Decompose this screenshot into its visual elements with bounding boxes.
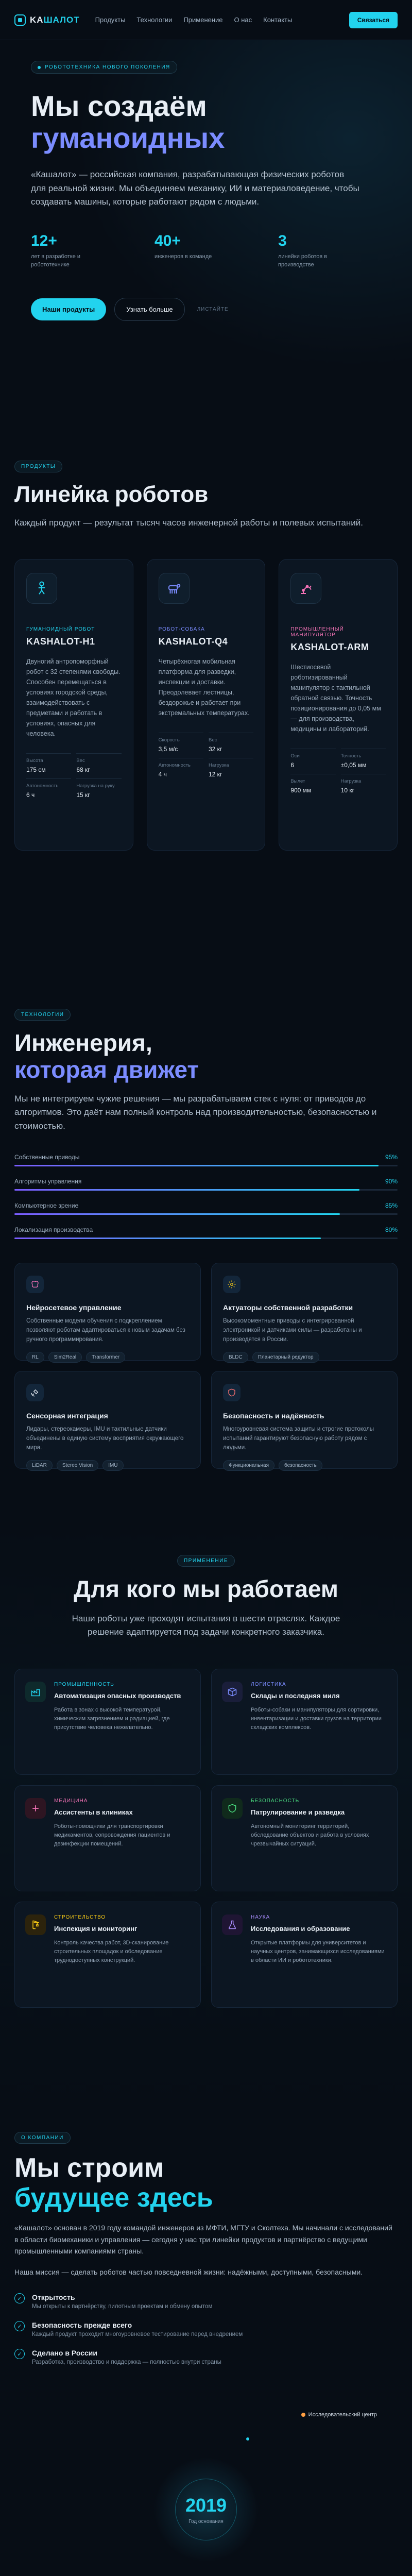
products-button[interactable]: Наши продукты bbox=[31, 298, 106, 320]
bar-fill bbox=[14, 1213, 340, 1215]
founding-year-badge: 2019 Год основания bbox=[154, 2458, 258, 2561]
tech-chip: Функциональная bbox=[223, 1460, 274, 1471]
industry-card: БЕЗОПАСНОСТЬ Патрулирование и разведка Автономный мониторинг территорий, обследование объектов и работа в условиях чрезвычайных ситуаций. bbox=[211, 1785, 398, 1891]
nav-item-products[interactable]: Продукты bbox=[95, 16, 126, 24]
nav-item-technology[interactable]: Технологии bbox=[136, 16, 173, 24]
industry-card: НАУКА Исследования и образование Открытые платформы для университетов и научных центров, занимающихся исследованиями в области ИИ и робототехники. bbox=[211, 1902, 398, 2008]
spec-grid: Высота 175 см Вес 68 кг Автономность 6 ч Нагрузка на руку 15 кг bbox=[26, 753, 122, 799]
logo[interactable] bbox=[14, 14, 80, 26]
flask-icon bbox=[222, 1914, 243, 1935]
brain-icon bbox=[26, 1276, 44, 1293]
logo-mark-icon bbox=[14, 14, 26, 26]
tech-chip: Sim2Real bbox=[48, 1352, 82, 1363]
factory-icon bbox=[25, 1682, 46, 1702]
capability-bar: Компьютерное зрение 85% bbox=[14, 1202, 398, 1215]
industry-card: СТРОИТЕЛЬСТВО Инспекция и мониторинг Контроль качества работ, 3D-сканирование строительных площадок и обследование труднодоступных конструкций. bbox=[14, 1902, 201, 2008]
feature-grid bbox=[14, 1263, 398, 1469]
crane-icon bbox=[25, 1914, 46, 1935]
tech-chip: безопасность bbox=[279, 1460, 322, 1471]
about-paragraph: «Кашалот» основан в 2019 году командой инженеров из МФТИ, МГТУ и Сколтеха. Мы начинали с исследований в области биомеханики и управления — сегодня у нас три линейки продуктов и партнёрство с ведущими промышленными компаниями страны. bbox=[14, 2224, 392, 2256]
section-title: Мы строим будущее здесь bbox=[14, 2153, 213, 2213]
pulse-dot-icon bbox=[38, 66, 41, 69]
hero-section bbox=[0, 40, 412, 432]
industry-card: МЕДИЦИНА Ассистенты в клиниках Роботы-помощники для транспортировки медикаментов, сопровождения пациентов и дезинфекции помещений. bbox=[14, 1785, 201, 1891]
section-title: Для кого мы работаем bbox=[74, 1575, 338, 1602]
tech-chip: Планетарный редуктор bbox=[252, 1352, 319, 1363]
logo-text: KAШАЛОТ bbox=[30, 14, 80, 25]
value-item: ✓ Безопасность прежде всего Каждый продукт проходит многоуровневое тестирование перед внедрением bbox=[14, 2321, 398, 2337]
value-item: ✓ Открытость Мы открыты к партнёрству, пилотным проектам и обмену опытом bbox=[14, 2293, 398, 2310]
feature-card: Нейросетевое управление Собственные модели обучения с подкреплением позволяют роботам адаптироваться к новым задачам без ручного программирования. RL Sim2Real Transformer bbox=[14, 1263, 201, 1361]
map-label-research: Исследовательский центр bbox=[301, 2412, 377, 2418]
hero-stats bbox=[31, 232, 381, 269]
check-icon: ✓ bbox=[14, 2321, 25, 2331]
tech-chip: LiDAR bbox=[26, 1460, 53, 1471]
technology-section bbox=[0, 983, 412, 1524]
product-card-q4[interactable]: РОБОТ-СОБАКА KASHALOT-Q4 Четырёхногая мобильная платформа для разведки, инспекции и доставки. Преодолевает лестницы, бездорожье и работает при экстремальных температурах. Скорость 3,5 м/с Вес 32 кг Автономность 4 ч Нагрузка 12 кг bbox=[147, 559, 266, 851]
feature-card: Актуаторы собственной разработки Высокомоментные приводы с интегрированной электроникой и датчиками силы — разработаны и производятся в России. BLDC Планетарный редуктор bbox=[211, 1263, 398, 1361]
products-section bbox=[0, 432, 412, 983]
nav-item-applications[interactable]: Применение bbox=[183, 16, 223, 24]
tech-chip: IMU bbox=[102, 1460, 123, 1471]
check-icon: ✓ bbox=[14, 2293, 25, 2303]
robot-dog-icon bbox=[159, 573, 190, 604]
satellite-icon bbox=[26, 1384, 44, 1401]
tech-chip: BLDC bbox=[223, 1352, 248, 1363]
bar-fill bbox=[14, 1165, 379, 1166]
section-title: Инженерия, которая движет bbox=[14, 1029, 199, 1083]
capability-bars bbox=[14, 1154, 398, 1239]
hero-title: Мы создаём гуманоидных bbox=[31, 90, 225, 154]
section-lead: Каждый продукт — результат тысяч часов инженерной работы и полевых испытаний. bbox=[14, 518, 363, 528]
value-item: ✓ Сделано в России Разработка, производство и поддержка — полностью внутри страны bbox=[14, 2349, 398, 2365]
applications-section bbox=[0, 1524, 412, 2106]
industry-card: ПРОМЫШЛЕННОСТЬ Автоматизация опасных производств Работа в зонах с высокой температурой, химическим загрязнением и радиацией, где присутствие человека нежелательно. bbox=[14, 1669, 201, 1775]
bar-fill bbox=[14, 1189, 359, 1191]
product-grid bbox=[14, 559, 398, 851]
capability-bar: Собственные приводы 95% bbox=[14, 1154, 398, 1166]
gear-icon bbox=[223, 1276, 241, 1293]
nav-item-about[interactable]: О нас bbox=[234, 16, 252, 24]
spec-grid: Скорость 3,5 м/с Вес 32 кг Автономность 4 ч Нагрузка 12 кг bbox=[159, 733, 254, 778]
site-header bbox=[0, 0, 412, 40]
about-section bbox=[0, 2106, 412, 2576]
feature-card: Безопасность и надёжность Многоуровневая система защиты и строгие протоколы испытаний гарантируют безопасную работу рядом с людьми. Функциональная безопасность bbox=[211, 1371, 398, 1469]
section-tag: ТЕХНОЛОГИИ bbox=[14, 1009, 71, 1021]
section-tag: О КОМПАНИИ bbox=[14, 2132, 71, 2144]
bar-fill bbox=[14, 1238, 321, 1239]
spec-grid: Оси 6 Точность ±0,05 мм Вылет 900 мм Нагрузка 10 кг bbox=[290, 749, 386, 794]
contact-button[interactable]: Связаться bbox=[349, 12, 398, 28]
stat: 12+ лет в разработке и робототехнике bbox=[31, 232, 81, 268]
map-dot bbox=[246, 2437, 249, 2441]
stat: 40+ инженеров в команде bbox=[154, 232, 212, 260]
box-icon bbox=[222, 1682, 243, 1702]
tech-chip: Transformer bbox=[86, 1352, 125, 1363]
check-icon: ✓ bbox=[14, 2349, 25, 2359]
hero-buttons bbox=[31, 298, 381, 321]
humanoid-icon bbox=[26, 573, 57, 604]
nav-item-contacts[interactable]: Контакты bbox=[263, 16, 293, 24]
values-list bbox=[14, 2293, 398, 2365]
main-nav bbox=[95, 16, 293, 24]
industry-grid bbox=[14, 1669, 398, 2008]
stat: 3 линейки роботов в производстве bbox=[278, 232, 328, 268]
about-paragraph: Наша миссия — сделать роботов частью повседневной жизни: надёжными, доступными, безопасными. bbox=[14, 2267, 363, 2276]
section-tag: ПРОДУКТЫ bbox=[14, 461, 62, 472]
location-map bbox=[14, 2381, 398, 2576]
hero-lead: «Кашалот» — российская компания, разрабатывающая физических роботов для реальной жизни. Мы объединяем механику, ИИ и материаловедение, чтобы создавать машины, которые работают рядом с людьми. bbox=[31, 170, 359, 207]
feature-card: Сенсорная интеграция Лидары, стереокамеры, IMU и тактильные датчики объединены в единую систему восприятия окружающего мира. LiDAR Stereo Vision IMU bbox=[14, 1371, 201, 1469]
scroll-hint: ЛИСТАЙТЕ bbox=[197, 307, 229, 312]
section-title: Линейка роботов bbox=[14, 482, 209, 507]
section-lead: Мы не интегрируем чужие решения — мы разрабатываем стек с нуля: от приводов до алгоритмов. Это даёт нам полный контроль над производительностью, безопасностью и стоимостью. bbox=[14, 1094, 377, 1131]
tech-chip: Stereo Vision bbox=[57, 1460, 98, 1471]
industry-card: ЛОГИСТИКА Склады и последняя миля Роботы-собаки и манипуляторы для сортировки, инвентаризации и доставки грузов на территории складских комплексов. bbox=[211, 1669, 398, 1775]
product-card-h1[interactable]: ГУМАНОИДНЫЙ РОБОТ KASHALOT-H1 Двуногий антропоморфный робот с 32 степенями свободы. Способен перемещаться в условиях городской среды, взаимодействовать с предметами и работать в условиях, опасных для человека. Высота 175 см Вес 68 кг Автономность 6 ч Нагрузка на руку 15 кг bbox=[14, 559, 133, 851]
map-pin-icon bbox=[301, 2413, 305, 2417]
robot-arm-icon bbox=[290, 573, 321, 604]
shield-icon bbox=[223, 1384, 241, 1401]
section-tag: ПРИМЕНЕНИЕ bbox=[177, 1555, 235, 1567]
medical-icon bbox=[25, 1798, 46, 1819]
capability-bar: Алгоритмы управления 90% bbox=[14, 1178, 398, 1191]
tech-chip: RL bbox=[26, 1352, 44, 1363]
section-lead: Наши роботы уже проходят испытания в шести отраслях. Каждое решение адаптируется под задачи конкретного заказчика. bbox=[72, 1613, 340, 1637]
product-card-arm[interactable]: ПРОМЫШЛЕННЫЙ МАНИПУЛЯТОР KASHALOT-ARM Шестиосевой роботизированный манипулятор с тактильной обратной связью. Точность позиционирования до 0,05 мм — для производства, медицины и лабораторий. Оси 6 Точность ±0,05 мм Вылет 900 мм Нагрузка 10 кг bbox=[279, 559, 398, 851]
capability-bar: Локализация производства 80% bbox=[14, 1226, 398, 1239]
hero-pill: РОБОТОТЕХНИКА НОВОГО ПОКОЛЕНИЯ bbox=[31, 61, 177, 74]
shield-icon bbox=[222, 1798, 243, 1819]
learn-more-button[interactable]: Узнать больше bbox=[114, 298, 184, 321]
